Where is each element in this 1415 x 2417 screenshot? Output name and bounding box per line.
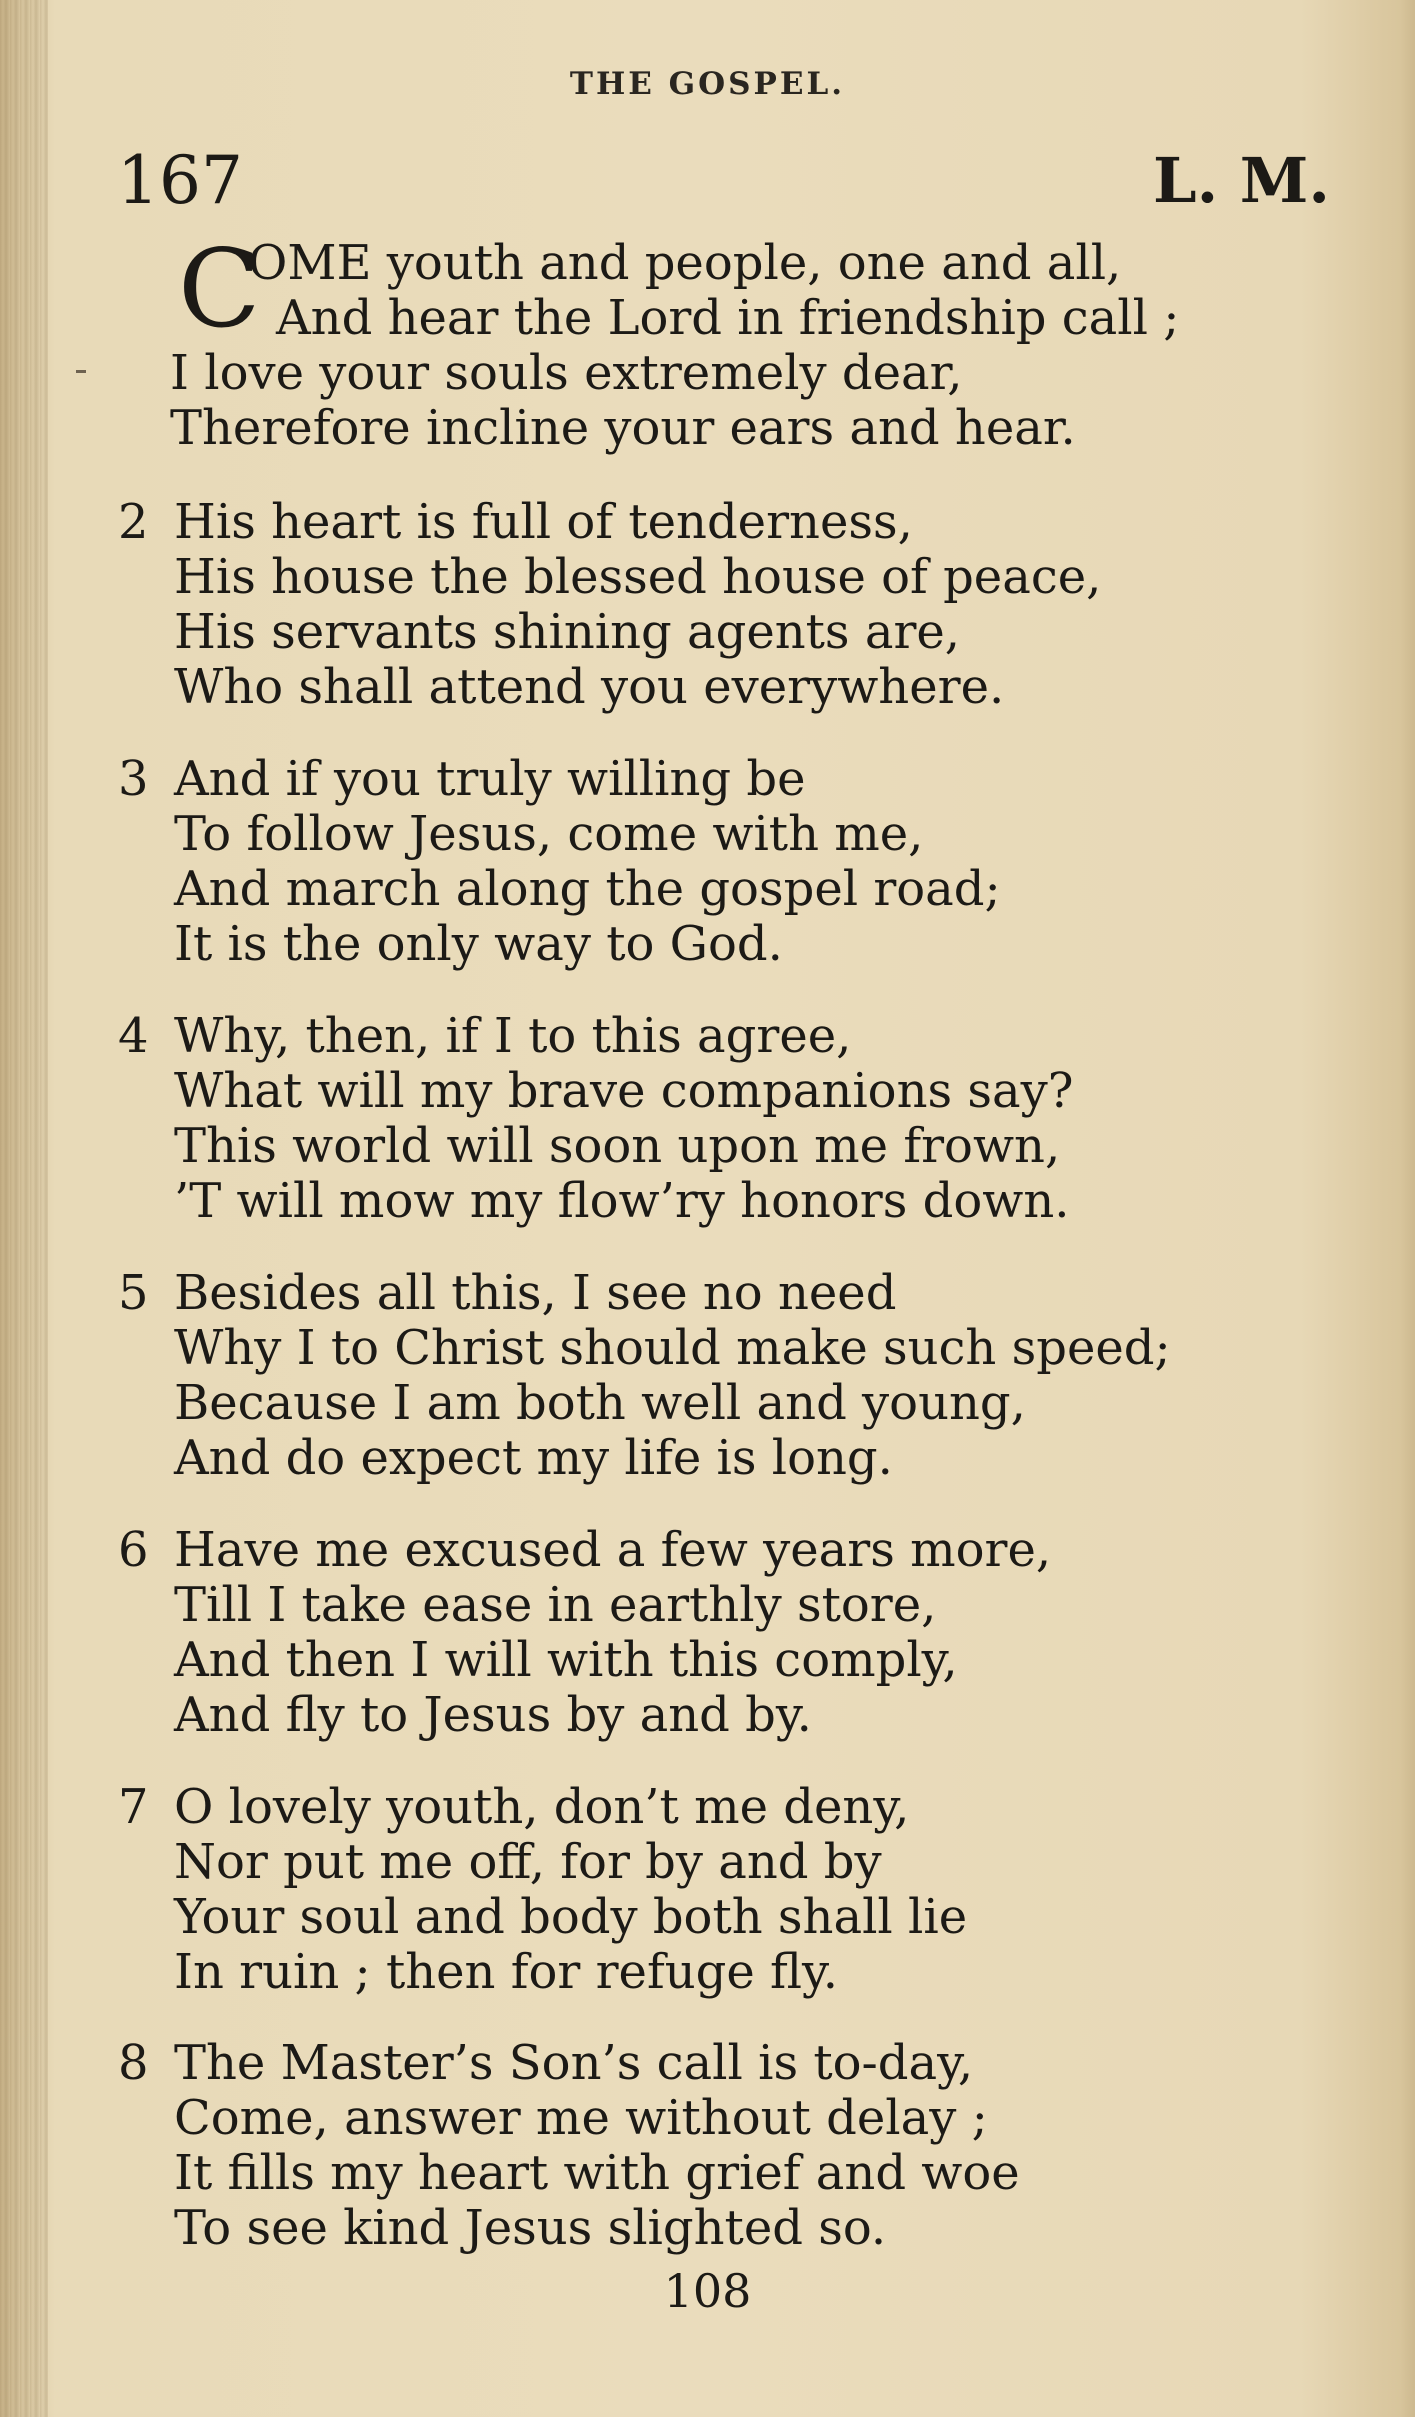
stanza-number: 5 xyxy=(118,1265,149,1321)
stanza-line: And hear the Lord in friendship call ; xyxy=(276,290,1180,346)
stanza-1 xyxy=(118,227,1378,456)
stanza-5 xyxy=(118,1266,1378,1486)
stanza-8 xyxy=(118,2036,1378,2256)
stanza-line: In ruin ; then for refuge fly. xyxy=(174,1944,839,2000)
stanza-line: His house the blessed house of peace, xyxy=(174,549,1102,605)
stanza-4 xyxy=(118,1009,1378,1229)
page-gutter xyxy=(0,0,48,2417)
stanza-line: Why, then, if I to this agree, xyxy=(174,1008,852,1064)
stanza-line: And do expect my life is long. xyxy=(174,1430,893,1486)
stanza-3 xyxy=(118,752,1378,972)
stanza-line: Have me excused a few years more, xyxy=(174,1522,1052,1578)
stanza-line: Why I to Christ should make such speed; xyxy=(174,1320,1171,1376)
stanza-line: And if you truly willing be xyxy=(174,751,806,807)
running-head: THE GOSPEL. xyxy=(569,66,846,102)
stanza-line: This world will soon upon me frown, xyxy=(174,1118,1061,1174)
stanza-number: 7 xyxy=(118,1779,149,1835)
stanza-number: 3 xyxy=(118,751,149,807)
stanza-number: 4 xyxy=(118,1008,149,1064)
stanza-line: Come, answer me without delay ; xyxy=(174,2090,988,2146)
stanza-line: ’T will mow my flow’ry honors down. xyxy=(174,1173,1070,1229)
stanza-line: And then I will with this comply, xyxy=(174,1632,958,1688)
stanza-line: Besides all this, I see no need xyxy=(174,1265,897,1321)
stanza-line: Nor put me off, for by and by xyxy=(174,1834,882,1890)
stanza-line: It is the only way to God. xyxy=(174,916,783,972)
drop-cap: C xyxy=(178,227,261,352)
stanza-line: And march along the gospel road; xyxy=(174,861,1001,917)
stanza-line: To see kind Jesus slighted so. xyxy=(174,2200,887,2256)
stanza-line: The Master’s Son’s call is to-day, xyxy=(174,2035,974,2091)
stanza-line: Who shall attend you everywhere. xyxy=(174,659,1005,715)
stanza-line: What will my brave companions say? xyxy=(174,1063,1074,1119)
stanza-line: It fills my heart with grief and woe xyxy=(174,2145,1020,2201)
stanza-line: I love your souls extremely dear, xyxy=(170,345,963,401)
stanza-number: 2 xyxy=(118,494,149,550)
stanza-number: 6 xyxy=(118,1522,149,1578)
stanza-line: O lovely youth, don’t me deny, xyxy=(174,1779,910,1835)
meter-label: L. M. xyxy=(1153,144,1330,217)
stanza-line: His heart is full of tenderness, xyxy=(174,494,913,550)
stanza-6 xyxy=(118,1523,1378,1743)
page-number: 108 xyxy=(663,2264,752,2318)
hymn-number: 167 xyxy=(117,142,243,219)
stanza-number: 8 xyxy=(118,2035,149,2091)
stanza-line: To follow Jesus, come with me, xyxy=(174,806,924,862)
stanza-7 xyxy=(118,1780,1378,2000)
stanza-line: Till I take ease in earthly store, xyxy=(174,1577,937,1633)
stanza-2 xyxy=(118,495,1378,715)
stanza-line: Because I am both well and young, xyxy=(174,1375,1026,1431)
margin-mark xyxy=(76,370,86,373)
stanza-line: Therefore incline your ears and hear. xyxy=(170,400,1076,456)
stanza-line: Your soul and body both shall lie xyxy=(174,1889,968,1945)
stanza-line: And fly to Jesus by and by. xyxy=(174,1687,812,1743)
stanza-line: OME youth and people, one and all, xyxy=(248,235,1122,291)
stanza-line: His servants shining agents are, xyxy=(174,604,961,660)
